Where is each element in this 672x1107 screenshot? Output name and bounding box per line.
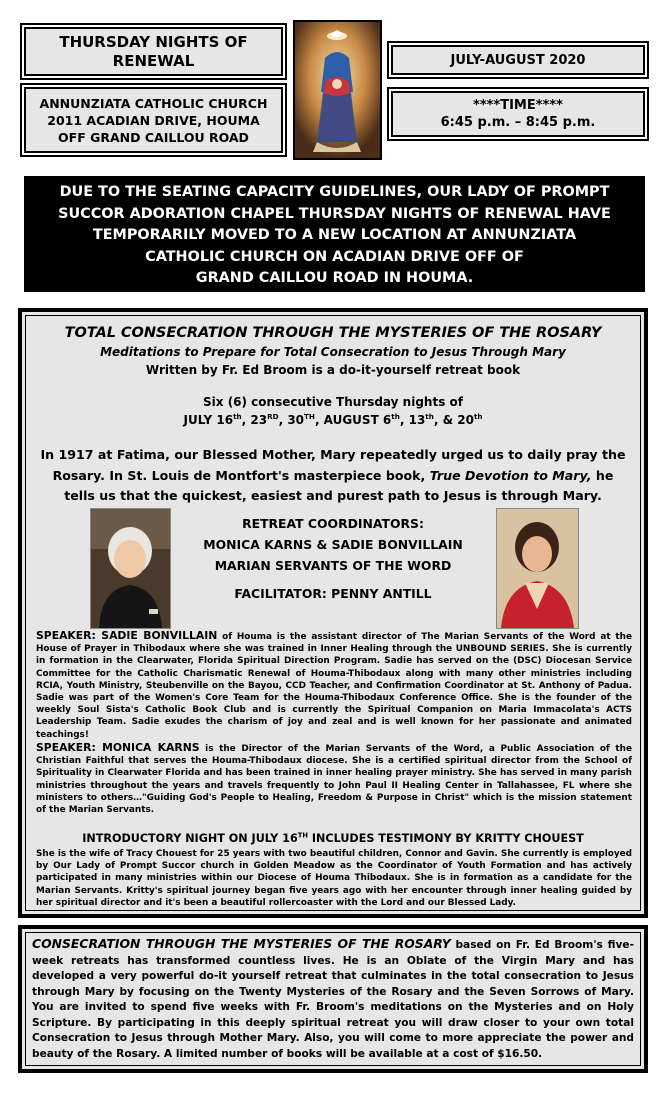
date-suffix: TH [297, 831, 308, 840]
book-title: True Devotion to Mary, [429, 467, 592, 483]
speaker-lead: SPEAKER: MONICA KARNS [36, 741, 200, 754]
retreat-info-box [18, 308, 648, 918]
intro-night-bio: She is the wife of Tracy Chouest for 25 years with two beautiful children, Connor and Gavin. She currently is employed by Our Lady of Prompt Succor church in Golden Meadow as the Coordinator of Youth Formation and has actively participated in many ministries within our Diocese of Houma Thibodaux. She is in formation as a candidate for the Marian Servants. Kritty's spiritual journey began five years ago with her encounter through inner healing guided by her spiritual director and it's been a beautiful rollercoaster with the Lord and our Blessed Lady. [36, 849, 632, 908]
flyer-title: THURSDAY NIGHTS OF RENEWAL [59, 32, 248, 70]
consecration-text: based on Fr. Ed Broom's five-week retreats has transformed countless lives. He is an Oblate of the Virgin Mary and has developed a very powerful do-it yourself retreat that culminates in the total consecration to Jesus through Mary by focusing on the Twenty Mysteries of the Rosary and the Seven Sorrows of Mary. You are invited to spend five weeks with Fr. Broom's meditations on the Mysteries and on Holy Scripture. By participating in this deeply spiritual retreat you will draw closer to your own total Consecration to Jesus through Mother Mary. Also, you will come to more appreciate the power and beauty of the Rosary. A limited number of books will be available at a cost of $16.50. [32, 939, 635, 1060]
church-name: ANNUNZIATA CATHOLIC CHURCH [39, 95, 268, 111]
banner-line: GRAND CAILLOU ROAD IN HOUMA. [195, 270, 474, 286]
banner-line: SUCCOR ADORATION CHAPEL THURSDAY NIGHTS OF RENEWAL HAVE [58, 205, 611, 222]
intro-heading-text-end: INCLUDES TESTIMONY BY KRITTY CHOUEST [307, 832, 584, 845]
date-text: , & 20 [433, 413, 474, 427]
date-suffix: th [391, 412, 400, 421]
church-address-box [24, 87, 283, 153]
flyer-title-box [24, 27, 283, 76]
time-value: 6:45 p.m. – 8:45 p.m. [440, 115, 596, 130]
consecration-lead: CONSECRATION THROUGH THE MYSTERIES OF THE ROSARY [32, 936, 451, 951]
banner-line: TEMPORARILY MOVED TO A NEW LOCATION AT ANNUNZIATA [92, 227, 577, 243]
coordinators-label: RETREAT COORDINATORS: [242, 516, 424, 531]
speaker-text: is the Director of the Marian Servants of the Word, a Public Association of the Christian Faithful that serves the Houma-Thibodaux diocese. She is a certified spiritual director from the School of Spirituality in Clearwater Florida and has been trained in inner healing prayer ministry. She has served in many parish ministries throughout the years and travels frequently to John Paul II Healing Center in Tallahassee, FL where she ministers to others…"Guiding God's People to Healing, Freedom & Purpose in Christ" which is the mission statement of the Marian Servants. [36, 744, 632, 816]
date-suffix: RD [267, 412, 279, 421]
schedule-dates [22, 413, 644, 427]
coordinators-org: MARIAN SERVANTS OF THE WORD [214, 558, 452, 573]
retreat-title: TOTAL CONSECRATION THROUGH THE MYSTERIES OF THE ROSARY [64, 324, 602, 341]
time-box [391, 91, 645, 137]
church-street: 2011 ACADIAN DRIVE, HOUMA [47, 112, 260, 128]
facilitator-line: FACILITATOR: PENNY ANTILL [234, 586, 432, 601]
time-label: ****TIME**** [473, 98, 563, 113]
speaker-text: of Houma is the assistant director of The Marian Servants of the Word at the House of Prayer in Thibodaux where she was trained in Inner Healing through the UNBOUND SERIES. She is currently in formation in the Clearwater, Florida Spiritual Direction Program. Sadie has served on the (DSC) Diocesan Service Committee for the Catholic Charismatic Renewal of Houma-Thibodaux along with many other ministries including RCIA, Youth Ministry, Steubenville on the Bayou, CCD Teacher, and Confirmation Coordinator at St. Anthony of Padua. Sadie was part of the Women's Core Team for the Houma-Thibodaux Conference Office. She is the founder of the weekly Soul Sista's Catholic Book Club and is currently the Spiritual Companion on Maria Immacolata's ACTS Leadership Team. Sadie exudes the charism of joy and zeal and is well known for her passionate and animated teachings! [36, 632, 632, 740]
retreat-author-line: Written by Fr. Ed Broom is a do-it-yourself retreat book [145, 363, 521, 377]
coordinators-names: MONICA KARNS & SADIE BONVILLAIN [203, 537, 463, 552]
intro-heading-text: INTRODUCTORY NIGHT ON JULY 16 [82, 832, 298, 845]
date-suffix: TH [304, 412, 315, 421]
speaker-sadie-bio [36, 630, 632, 741]
banner-line: DUE TO THE SEATING CAPACITY GUIDELINES, OUR LADY OF PROMPT [59, 184, 610, 200]
date-suffix: th [233, 412, 242, 421]
date-suffix: th [425, 412, 434, 421]
date-suffix: th [473, 412, 483, 421]
date-text: JULY 16 [183, 413, 234, 427]
retreat-subtitle: Meditations to Prepare for Total Consecration to Jesus Through Mary [100, 345, 566, 359]
speaker-lead: SPEAKER: SADIE BONVILLAIN [36, 629, 218, 642]
date-text: , 23 [241, 413, 268, 427]
church-road: OFF GRAND CAILLOU ROAD [58, 129, 249, 145]
fatima-text-end: he tells us that the quickest, easiest and purest path to Jesus is through Mary. [64, 467, 614, 503]
fatima-text: In 1917 at Fatima, our Blessed Mother, Mary repeatedly urged us to daily pray the Rosary. In St. Louis de Montfort's masterpiece book, [40, 447, 626, 483]
madonna-painting-icon [295, 22, 380, 158]
banner-line: CATHOLIC CHURCH ON ACADIAN DRIVE OFF OF [145, 248, 524, 265]
coordinators-block [22, 513, 644, 576]
relocation-banner [24, 176, 645, 292]
fatima-paragraph [36, 445, 630, 507]
consecration-info-box [18, 925, 648, 1073]
consecration-paragraph [32, 936, 634, 1062]
date-text: , AUGUST 6 [314, 413, 392, 427]
madonna-image [293, 20, 382, 160]
date-range: JULY-AUGUST 2020 [450, 52, 586, 68]
schedule-intro: Six (6) consecutive Thursday nights of [203, 395, 463, 409]
intro-night-heading [22, 832, 644, 845]
date-text: , 13 [399, 413, 426, 427]
date-text: , 30 [278, 413, 305, 427]
speaker-monica-bio [36, 742, 632, 816]
date-range-box [391, 45, 645, 75]
